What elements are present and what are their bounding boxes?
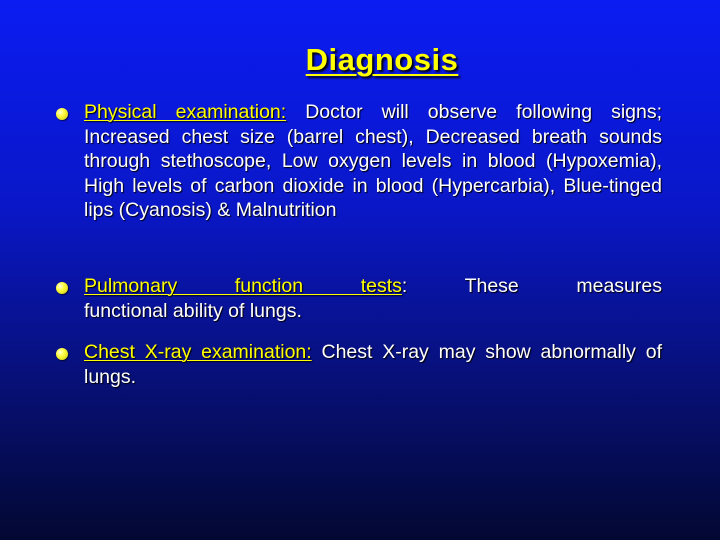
item-label: Chest X-ray examination: xyxy=(84,341,312,363)
item-body-line-2: functional ability of lungs. xyxy=(84,299,302,322)
list-item-text xyxy=(84,340,662,389)
item-body: Chest X-ray may show abnormally of lungs. xyxy=(84,341,662,388)
item-body: Doctor will observe following signs; Increased chest size (barrel chest), Decreased breath sounds through stethoscope, Low oxygen levels in blood (Hypoxemia), High levels of carbon dioxide in blood (Hypercarbia), Blue-tinged lips (Cyanosis) & Malnutrition xyxy=(84,101,663,221)
slide-title-text: Diagnosis xyxy=(305,42,459,77)
item-line-1 xyxy=(84,274,662,299)
slide-title xyxy=(0,42,720,78)
list-item-text xyxy=(84,100,662,223)
bullet-icon xyxy=(56,348,68,360)
list-item-text xyxy=(84,274,662,323)
item-label: Pulmonary function tests xyxy=(84,275,402,297)
bullet-icon xyxy=(56,108,68,120)
list-item-pulmonary-function-tests xyxy=(56,274,668,323)
list-item-chest-x-ray xyxy=(56,340,668,389)
item-body-line-1: : These measures xyxy=(401,275,662,297)
list-item-physical-examination xyxy=(56,100,668,223)
bullet-icon xyxy=(56,282,68,294)
item-label: Physical examination: xyxy=(84,101,287,123)
